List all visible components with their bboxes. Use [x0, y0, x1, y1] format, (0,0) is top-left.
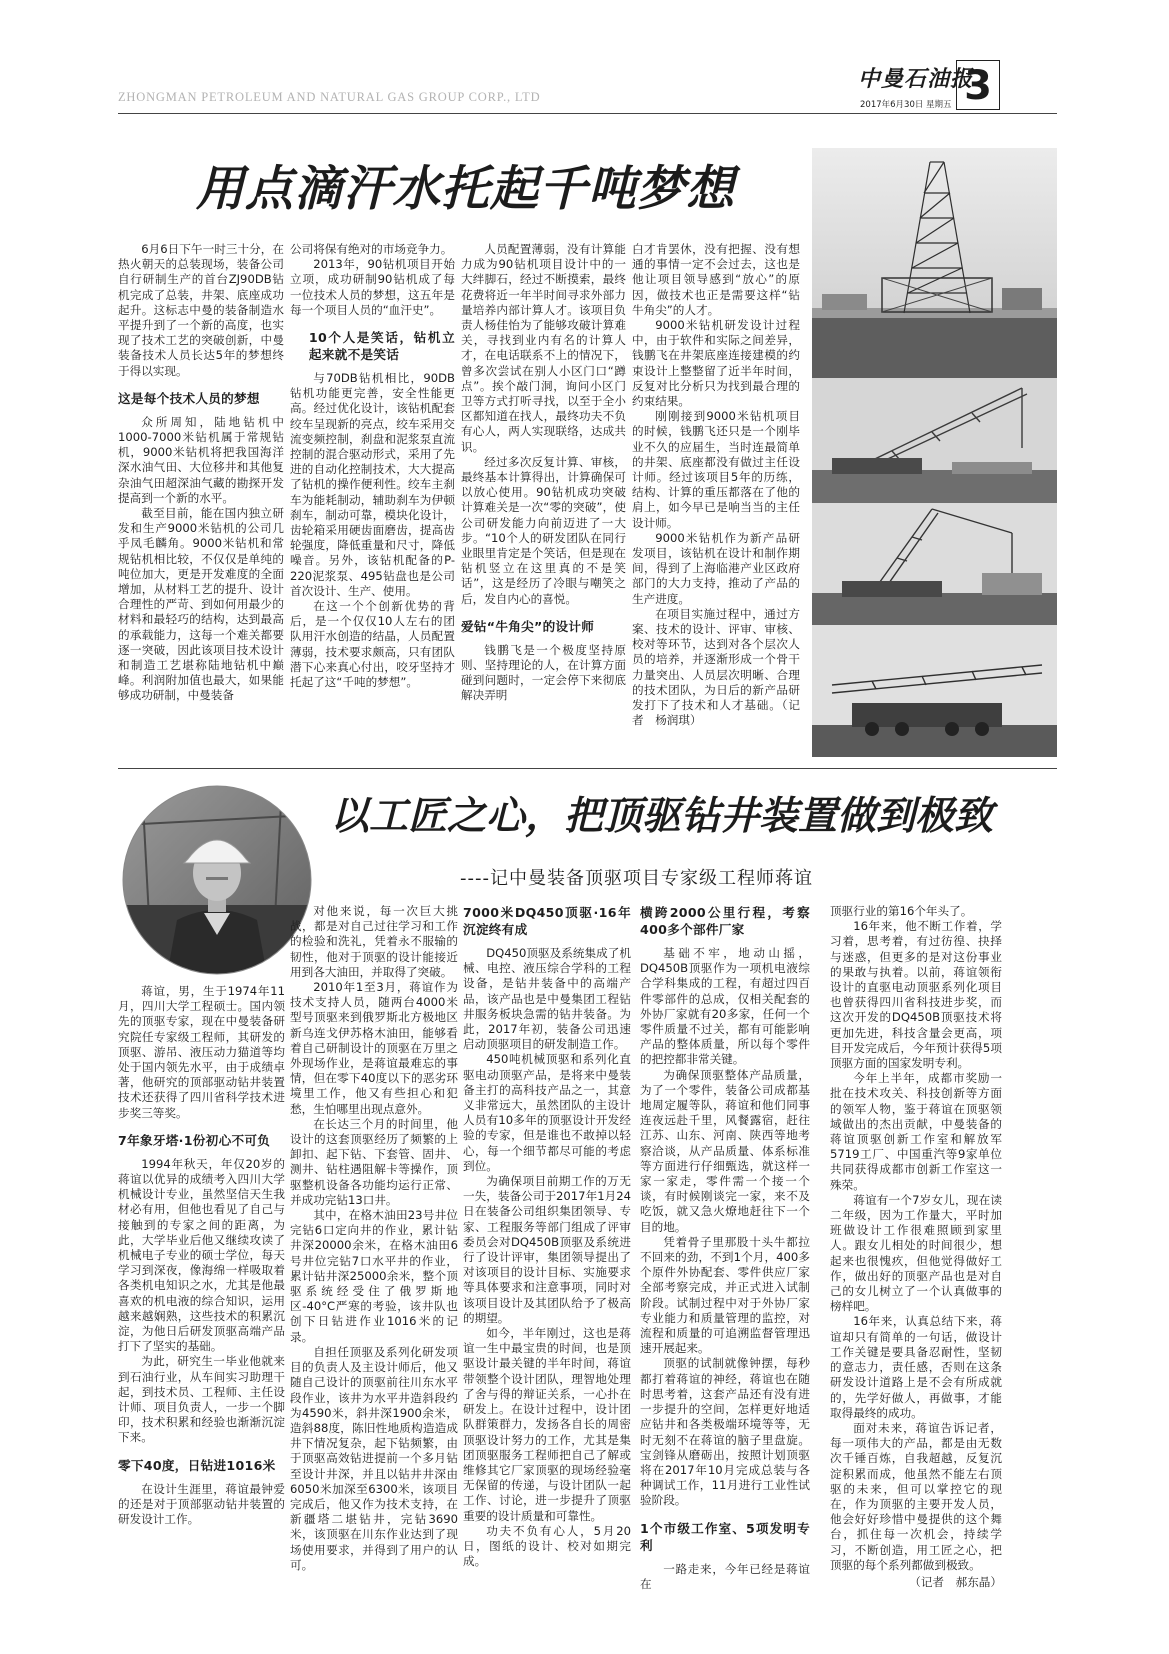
paragraph: 钱鹏飞是一个极度坚持原则、坚持理论的人，在计算方面碰到问题时，一定会停下来彻底解决弄明 — [461, 642, 626, 703]
article-divider-rule — [118, 768, 1057, 769]
section-heading: 这是每个技术人员的梦想 — [118, 390, 260, 406]
crane-lifting-photo — [812, 503, 1057, 625]
paragraph: 白才肯罢休，没有把握、没有想通的事情一定不会过去，这也是他让项目领导感到“放心”的原因，做技术也正是需要这样“钻牛角尖”的人才。 — [632, 242, 800, 317]
section-heading: 零下40度，日钻进1016米 — [118, 1457, 276, 1473]
article1-photo-column — [812, 148, 1057, 757]
paragraph: 6月6日下午一时三十分，在热火朝天的总装现场，装备公司自行研制生产的首台ZJ90DB钻机完成了总装，井架、底座成功起升。这标志中曼的装备制造水平提升到了一个新的高度，也实现了技术工艺的突破创新，中曼装备技术人员长达5年的梦想终于得以实现。 — [118, 242, 284, 378]
paragraph: 众所周知，陆地钻机中1000-7000米钻机属于常规钻机，9000米钻机将把我国海洋深水油气田、大位移井和其他复杂油气田超深油气藏的勘探开发提高到一个新的水平。 — [118, 414, 284, 505]
paragraph: 9000米钻机研发设计过程中，由于软件和实际之间差异，钱鹏飞在井架底座连接建模的约束设计上整整留了近半年时间，反复对比分析只为找到最合理的约束结果。 — [632, 318, 800, 409]
paragraph: 顶驱的试制就像钟摆，每秒都打着蒋谊的神经，蒋谊也在随时思考着，这套产品还有没有进一步提升的空间，怎样更好地适应钻井和各类极端环境等等，无时无刻不在蒋谊的脑子里盘旋。宝剑锋从磨砺出，按照计划顶驱将在2017年10月完成总装与各种调试工作，11月进行工业性试验阶段。 — [640, 1356, 810, 1508]
article1-column-2 — [290, 242, 455, 757]
paragraph: 在设计生涯里，蒋谊最钟爱的还是对于顶部驱动钻井装置的研发设计工作。 — [118, 1481, 285, 1527]
drilling-rig-photo — [812, 148, 1057, 378]
paragraph: 公司将保有绝对的市场竞争力。 — [290, 242, 453, 256]
article2-subtitle: ----记中曼装备顶驱项目专家级工程师蒋谊 — [460, 868, 813, 889]
article2-column-1 — [118, 984, 285, 1604]
article1-column-1 — [118, 242, 284, 757]
paragraph: 16年来，他不断工作着，学习着，思考着，有过彷徨、抉择与迷惑，但更多的是对这份事业的果敢与执着。以前，蒋谊领衔设计的直驱电动顶驱系列化项目也曾获得四川省科技进步奖，而这次开发的DQ450B顶驱技术将更加先进，科技含量会更高，项目开发完成后，今年预计获得5项顶驱方面的国家发明专利。 — [830, 919, 1002, 1071]
paragraph: DQ450顶驱及系统集成了机械、电控、液压综合学科的工程设备，是钻井装备中的高端产品，该产品也是中曼集团工程钻井服务板块急需的钻井装备。为此，2017年初，装备公司迅速启动顶驱项目的研发制造工作。 — [463, 946, 631, 1052]
paragraph: 一路走来，今年已经是蒋谊在 — [640, 1561, 810, 1591]
article2-headline: 以工匠之心，把顶驱钻井装置做到极致 — [330, 793, 994, 839]
article1-headline: 用点滴汗水托起千吨梦想 — [196, 161, 736, 217]
engineer-portrait-photo — [122, 785, 312, 975]
english-company-name: ZHONGMAN PETROLEUM AND NATURAL GAS GROUP CORP., LTD — [118, 90, 541, 104]
paragraph: 经过多次反复计算、审核，最终基本计算得出，计算确保可以放心使用。90钻机成功突破计算难关是一次“零的突破”，使公司研发能力向前迈进了一大步。“10个人的研发团队在同行业眼里肯定是个笑话，但是现在钻机竖立在这里真的不是笑话”，这是经历了冷眼与嘲笑之后，发自内心的喜悦。 — [461, 454, 626, 606]
paragraph: 凭着骨子里那股十头牛都拉不回来的劲，不到1个月，400多个原件外协配套、零件供应厂家全部考察完成，并正式进入试制阶段。试制过程中对于外协厂家专业能力和质量管理的监控，对流程和质量的可追溯监督管理迅速开展起来。 — [640, 1234, 810, 1356]
paragraph: 在这一个个创新优势的背后，是一个仅仅10人左右的团队用汗水创造的结晶，人员配置薄弱，技术要求颇高，只有团队潜下心来真心付出，咬牙坚持才托起了这“千吨的梦想”。 — [290, 599, 455, 690]
paragraph: 蒋谊，男，生于1974年11月，四川大学工程硕士。国内领先的顶驱专家，现在中曼装备研究院任专家级工程师，其研发的顶驱、游吊、液压动力猫道等均处于国内领先水平，由于成绩卓著，他研究的顶部驱动钻井装置技术还获得了四川省科学技术进步奖三等奖。 — [118, 984, 285, 1120]
paragraph: 450吨机械顶驱和系列化直驱电动顶驱产品，是将来中曼装备主打的高科技产品之一，其意义非常远大，虽然团队的主设计人员有10多年的顶驱设计开发经验的专家，但是谁也不敢掉以轻心，每一个细节都尽可能的考虑到位。 — [463, 1052, 631, 1173]
reporter-byline: （记者 郝东晶） — [909, 1574, 1002, 1589]
article2-column-4 — [640, 904, 810, 1604]
section-heading: 10个人是笑话，钻机立起来就不是笑话 — [308, 330, 455, 363]
crane-photo — [812, 378, 1057, 503]
article1-column-4 — [632, 242, 800, 757]
paragraph: 2010年1至3月，蒋谊作为技术支持人员，随两台4000米型号顶驱来到俄罗斯北方极地区新乌连戈伊苏格木油田，能够看着自己研制设计的顶驱在万里之外现场作业，是蒋谊最难忘的事情，但在零下40度以下的恶劣环境里工作，他又有些担心和犯愁，生怕哪里出现点意外。 — [290, 980, 458, 1116]
paragraph: 2013年，90钻机项目开始立项，成功研制90钻机成了每一位技术人员的梦想，这五年是每一个项目人员的“血汗史”。 — [290, 257, 455, 317]
article2-column-5 — [830, 904, 1002, 1604]
paragraph: 基础不牢，地动山摇，DQ450B顶驱作为一项机电液综合学科集成的工程，有超过四百件零部件的总成，仅相关配套的外协厂家就有20多家，任何一个零件质量不过关，都有可能影响产品的整体质量，所以每个零件的把控都非常关键。 — [640, 946, 810, 1067]
paragraph: 自担任顶驱及系列化研发项目的负责人及主设计师后，他又随自己设计的顶驱前往川东水平段作业，该井为水平井造斜段约为4590米，斜井深1900余米，造斜88度，陈旧性地质构造造成井下情况复杂，起下钻频繁，由于顶驱高效钻进提前一个多月钻至设计井深，并且以钻井井深由6050米加深至6300米，该项目完成后，他又作为技术支持，在新疆塔二堪钻井，完钻3690米，该顶驱在川东作业达到了现场使用要求，并得到了用户的认可。 — [290, 1344, 458, 1572]
paragraph: 今年上半年，成都市奖励一批在技术攻关、科技创新等方面的领军人物，鉴于蒋谊在顶驱领域做出的杰出贡献，中曼装备的蒋谊顶驱创新工作室和解放军5719工厂、中国重汽等9家单位共同获得成都市创新工作室这一殊荣。 — [830, 1071, 1002, 1192]
truck-crane-photo — [812, 625, 1057, 757]
paragraph: 在长达三个月的时间里，他设计的这套顶驱经历了频繁的上卸扣、起下钻、下套管、固井、测井、钻柱遇阻解卡等操作，顶驱整机设备各功能均运行正常、并成功完钻13口井。 — [290, 1116, 458, 1207]
paragraph: 16年来，认真总结下来，蒋谊却只有简单的一句话，做设计工作关键是要具备忍耐性，坚韧的意志力，责任感，否则在这条研发设计道路上是不会有所成就的，先学好做人，再做事，才能取得最终的成功。 — [830, 1314, 1002, 1420]
section-heading: 7年象牙塔·1份初心不可负 — [118, 1132, 271, 1148]
paragraph: 蒋谊有一个7岁女儿，现在读二年级，因为工作量大，平时加班做设计工作很难照顾到家里人。跟女儿相处的时间很少，想起来也很愧疚，但他觉得做好工作，做出好的顶驱产品也是对自己的女儿树立了一个认真做事的榜样吧。 — [830, 1192, 1002, 1314]
paragraph: 刚刚接到9000米钻机项目的时候，钱鹏飞还只是一个刚毕业不久的应届生，当时连最简单的井架、底座都没有做过主任设计师。经过该项目5年的历练，结构、计算的重压都落在了他的肩上，如今早已是响当当的主任设计师。 — [632, 409, 800, 530]
article1-column-3 — [461, 242, 626, 757]
paragraph: 9000米钻机作为新产品研发项目，该钻机在设计和制作期间，得到了上海临港产业区政府部门的大力支持，推动了产品的生产进度。 — [632, 530, 800, 606]
paragraph: 1994年秋天，年仅20岁的蒋谊以优异的成绩考入四川大学机械设计专业，虽然坚信天生我材必有用，但他也看见了自己与接触到的专家之间的距离，为此，大学毕业后他又继续攻读了机械电子专业的硕士学位，每天学习到深夜，像海绵一样吸取着各类机电知识之水，尤其是他最喜欢的机电液的综合知识，运用越来越娴熟，这些技术的积累沉淀，为他日后研发顶驱高端产品打下了坚实的基础。 — [118, 1156, 285, 1354]
paragraph: 对他来说，每一次巨大挑战，都是对自己过往学习和工作的检验和洗礼，凭着永不服输的韧性，他对于顶驱的设计能接近用到各大油田，并取得了突破。 — [290, 904, 458, 979]
paragraph: 面对未来，蒋谊告诉记者，每一项伟大的产品，都是由无数次千锤百炼，自我超越，反复沉淀积累而成，他虽然不能左右顶驱的未来，但可以掌控它的现在，作为顶驱的主要开发人员，他会好好珍惜中曼提供的这个舞台，抓住每一次机会，持续学习，不断创造，用工匠之心，把顶驱的每个系列都做到极致。 — [830, 1420, 1002, 1572]
issue-date: 2017年6月30日 星期五 — [860, 100, 952, 110]
paragraph: 截至目前，能在国内独立研发和生产9000米钻机的公司几乎凤毛麟角。9000米钻机和常规钻机相比较，不仅仅是单纯的吨位加大，更是开发难度的全面增加，从材料工艺的提升、设计合理性的严苛、到如何用最少的材料和最轻巧的结构，达到最高的承载能力，这每一个难关都要逐一突破，因此该项目技术设计和制造工艺堪称陆地钻机中巅峰。利润附加值也最大，如果能够成功研制，中曼装备 — [118, 506, 284, 703]
article2-column-3 — [463, 904, 631, 1604]
paragraph: 为确保顶驱整体产品质量，为了一个零件，装备公司成都基地周定履等队，蒋谊和他们同事连夜远赴千里，风餐露宿，赶往江苏、山东、河南、陕西等地考察洽谈，从产品质量、体系标准等方面进行仔细甄选，就这样一家一家走，零件需一个接一个谈，有时候刚谈完一家，来不及吃饭，就又急火燎地赶往下一个目的地。 — [640, 1067, 810, 1234]
paragraph: 功夫不负有心人，5月20日，图纸的设计、校对如期完成。 — [463, 1523, 631, 1569]
paragraph: 其中，在格木油田23号井位完钻6口定向井的作业，累计钻井深20000余米，在格木油田6号井位完钻7口水平井的作业，累计钻井深25000余米，整个顶驱系统经受住了俄罗斯地区-40°C严寒的考验，该井队也创下日钻进作业1016米的记录。 — [290, 1208, 458, 1344]
paragraph: 顶驱行业的第16个年头了。 — [830, 904, 973, 918]
page-number: 3 — [956, 60, 1000, 110]
paragraph: 为此，研究生一毕业他就来到石油行业，从车间实习助理干起，到技术员、工程师、主任设计师、项目负责人，一步一个脚印，技术积累和经验也渐渐沉淀下来。 — [118, 1354, 285, 1445]
section-heading: 1个市级工作室、5项发明专利 — [640, 1520, 810, 1553]
paragraph: 与70DB钻机相比，90DB钻机功能更完善，安全性能更高。经过优化设计，该钻机配套绞车呈现新的亮点，绞车采用交流变频控制，刹盘和泥浆泵直流控制的混合驱动形式，采用了先进的自动化控制技术，大大提高了钻机的操作便利性。绞车主刹车为能耗制动，辅助刹车为伊顿刹车，制动可靠，模块化设计，齿轮箱采用硬齿面磨齿，提高齿轮强度，降低重量和尺寸，降低噪音。另外，该钻机配备的P-220泥浆泵、495钻盘也是公司首次设计、生产、使用。 — [290, 371, 455, 598]
section-heading: 7000米DQ450顶驱·16年沉淀终有成 — [463, 905, 631, 937]
paragraph: 在项目实施过程中，通过方案、技术的设计、评审、审核、校对等环节，达到对各个层次人员的培养，并逐渐形成一个骨干力量突出、人员层次明晰、合理的技术团队，为日后的新产品研发打下了技术和人才基础。（记者 杨润琪） — [632, 606, 800, 728]
header-rule — [118, 113, 1057, 114]
paragraph: 人员配置薄弱，没有计算能力成为90钻机项目设计中的一大绊脚石，经过不断摸索，最终花费将近一年半时间寻求外部力量培养内部计算人才。该项目负责人杨佳怡为了能够攻破计算难关，寻找到业内有名的计算人才，在电话联系不上的情况下，曾多次尝试在别人小区门口“蹲点”。挨个敲门洞，询问小区门卫等方式打听寻找，以至于全小区都知道在找人，最终功夫不负有心人，两人实现联络，达成共识。 — [461, 242, 626, 454]
paragraph: 如今，半年刚过，这也是蒋谊一生中最宝贵的时间，也是顶驱设计最关键的半年时间，蒋谊带领整个设计团队，理智地处理了舍与得的辩证关系，一心扑在研发上。在设计过程中，设计团队群策群力，发扬各自长的周密顶驱设计努力的工作，尤其是集团顶驱服务工程师把自己了解或维修其它厂家顶驱的现场经验毫无保留的传递，与设计团队一起工作、讨论，进一步提升了顶驱重要的设计质量和可靠性。 — [463, 1326, 631, 1523]
newspaper-masthead-logo: 中曼石油报 — [858, 66, 974, 92]
paragraph: 为确保项目前期工作的万无一失，装备公司于2017年1月24日在装备公司组织集团领导、专家、工程服务等部门组成了评审委员会对DQ450B顶驱及系统进行了设计评审，集团领导提出了对该项目的设计目标、实施要求等具体要求和注意事项，同时对该项目设计及其团队给予了极高的期望。 — [463, 1174, 631, 1325]
article2-column-2 — [290, 904, 458, 1604]
section-heading: 横跨2000公里行程，考察400多个部件厂家 — [640, 905, 810, 937]
section-heading: 爱钻“牛角尖”的设计师 — [461, 618, 595, 634]
